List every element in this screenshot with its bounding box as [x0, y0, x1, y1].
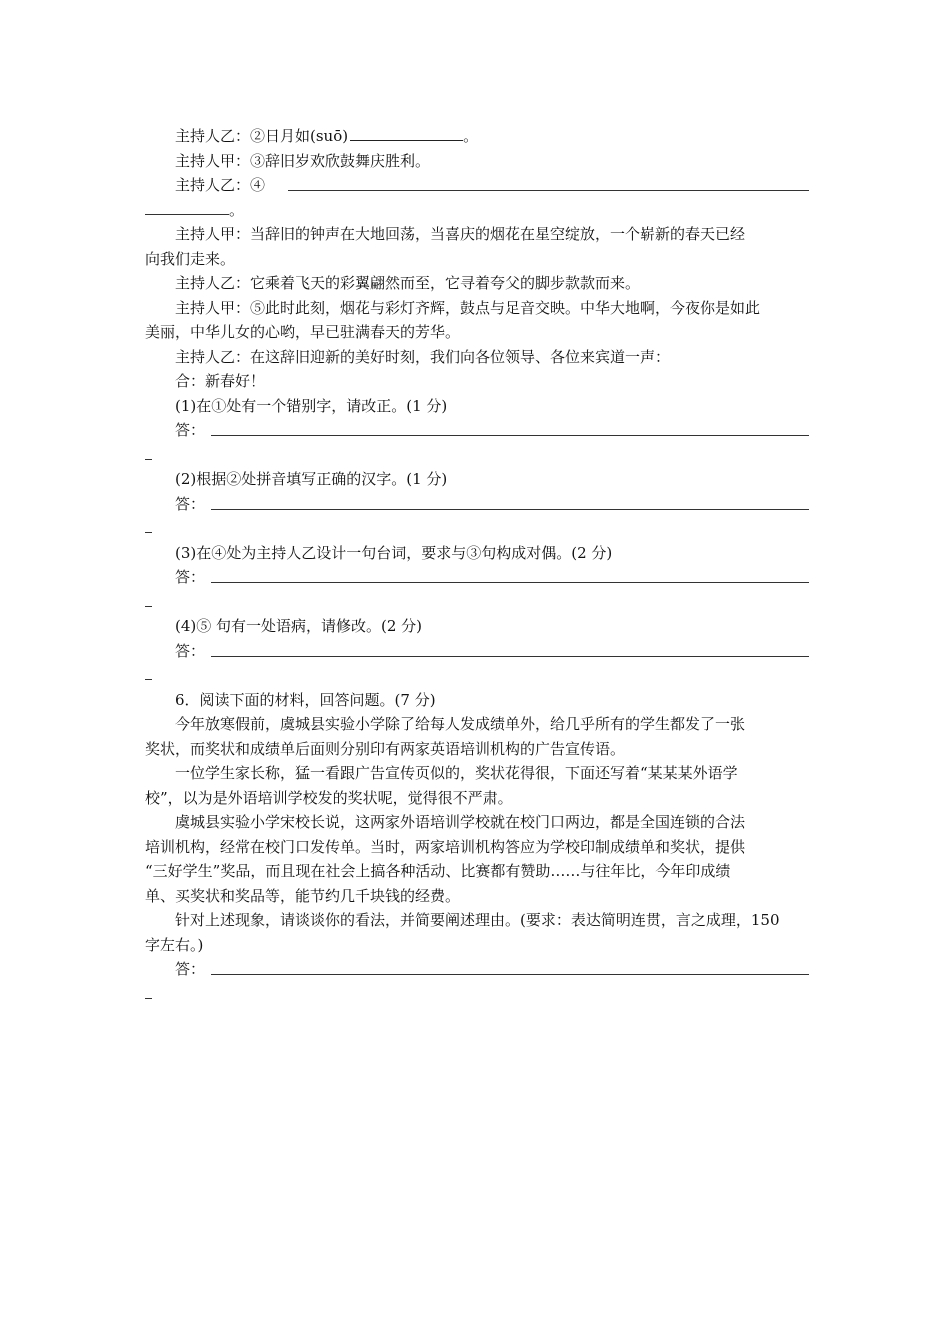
answer-blank	[350, 126, 463, 141]
answer-blank-end	[145, 984, 152, 999]
question-prompt: (3)在④处为主持人乙设计一句台词，要求与③句构成对偶。(2 分)	[175, 543, 613, 562]
answer-blank	[211, 656, 809, 657]
answer-continuation	[145, 516, 809, 541]
answer-continuation	[145, 443, 809, 468]
paragraph-line: 虞城县实验小学宋校长说，这两家外语培训学校就在校门口两边，都是全国连锁的合法	[175, 813, 746, 831]
paragraph-line: 针对上述现象，请谈谈你的看法，并简要阐述理由。(要求：表达简明连贯，言之成理，150	[175, 911, 780, 929]
paragraph-line: 校”，以为是外语培训学校发的奖状呢，觉得很不严肃。	[145, 788, 513, 807]
answer-blank	[211, 509, 809, 510]
question-prompt: (4)⑤ 句有一处语病，请修改。(2 分)	[175, 617, 423, 635]
paragraph-line: 主持人乙：它乘着飞天的彩翼翩然而至，它寻着夸父的脚步款款而来。	[175, 274, 641, 292]
paragraph-line: 主持人乙：在这辞旧迎新的美好时刻，我们向各位领导、各位来宾道一声：	[175, 347, 671, 366]
paragraph-line: 奖状，而奖状和成绩单后面则分别印有两家英语培训机构的广告宣传语。	[145, 739, 626, 758]
paragraph-line: 主持人甲：当辞旧的钟声在大地回荡，当喜庆的烟花在星空绽放，一个崭新的春天已经	[175, 225, 746, 243]
answer-blank	[288, 190, 809, 191]
answer-blank	[211, 435, 809, 436]
dialogue-line	[145, 198, 809, 223]
dialogue-text: 主持人乙：④	[175, 176, 266, 194]
answer-continuation	[145, 590, 809, 615]
answer-blank-end	[145, 592, 152, 607]
dialogue-text: 。	[229, 200, 245, 219]
paragraph-line: 合：新春好！	[175, 372, 266, 390]
paragraph-line: 向我们走来。	[145, 249, 236, 268]
paragraph-line: 培训机构，经常在校门口发传单。当时，两家培训机构答应为学校印制成绩单和奖状，提供	[145, 837, 746, 856]
answer-continuation	[145, 663, 809, 688]
paragraph-line: “三好学生”奖品，而且现在社会上搞各种活动、比赛都有赞助……与往年比，今年印成绩	[145, 862, 731, 880]
answer-label: 答：	[175, 641, 206, 660]
answer-label: 答：	[175, 494, 206, 513]
answer-blank	[145, 200, 229, 215]
question-prompt: (1)在①处有一个错别字，请改正。(1 分)	[175, 396, 448, 415]
exam-page	[145, 124, 809, 1006]
answer-label: 答：	[175, 568, 206, 586]
answer-label: 答：	[175, 960, 206, 978]
answer-blank-end	[145, 445, 152, 460]
answer-blank	[211, 582, 809, 583]
answer-line[interactable]	[145, 565, 809, 590]
dialogue-line	[145, 173, 809, 198]
answer-line[interactable]	[145, 639, 809, 664]
paragraph-line: 单、买奖状和奖品等，能节约几千块钱的经费。	[145, 886, 461, 905]
answer-line[interactable]	[145, 418, 809, 443]
answer-line[interactable]	[145, 957, 809, 982]
dialogue-text: 。	[463, 127, 479, 145]
paragraph-line: 主持人甲：⑤此时此刻，烟花与彩灯齐辉，鼓点与足音交映。中华大地啊，今夜你是如此	[175, 298, 761, 317]
paragraph-line: 一位学生家长称，猛一看跟广告宣传页似的，奖状花得很，下面还写着“某某某外语学	[175, 764, 738, 782]
answer-blank	[211, 974, 809, 975]
answer-continuation	[145, 982, 809, 1007]
paragraph-line: 今年放寒假前，虞城县实验小学除了给每人发成绩单外，给几乎所有的学生都发了一张	[175, 715, 746, 733]
dialogue-line: 主持人甲：③辞旧岁欢欣鼓舞庆胜利。	[175, 151, 431, 170]
question-title: 6．阅读下面的材料，回答问题。(7 分)	[175, 690, 436, 709]
answer-blank-end	[145, 518, 152, 533]
paragraph-line: 字左右。)	[145, 935, 204, 954]
answer-line[interactable]	[145, 492, 809, 517]
answer-blank-end	[145, 665, 152, 680]
dialogue-text: 主持人乙：②日月如(suō)	[175, 127, 349, 145]
answer-label: 答：	[175, 421, 206, 439]
dialogue-line	[145, 124, 809, 149]
question-prompt: (2)根据②处拼音填写正确的汉字。(1 分)	[175, 470, 448, 488]
paragraph-line: 美丽，中华儿女的心哟，早已驻满春天的芳华。	[145, 323, 461, 341]
